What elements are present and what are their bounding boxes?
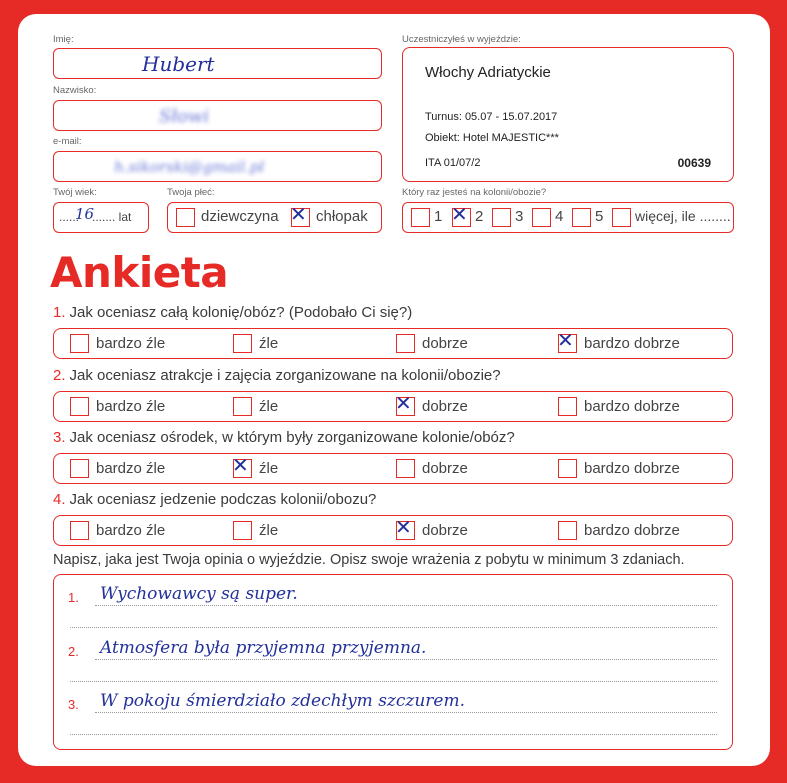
writing-line <box>70 734 717 735</box>
answer-option-label: dobrze <box>422 398 468 415</box>
question-1 <box>53 304 412 321</box>
answer-option-label: bardzo dobrze <box>584 522 680 539</box>
answer-checkbox[interactable] <box>233 397 252 416</box>
answer-option-label: bardzo dobrze <box>584 460 680 477</box>
plec-label: Twoja płeć: <box>167 187 215 198</box>
email-field[interactable] <box>53 151 382 182</box>
question-2 <box>53 367 501 384</box>
writing-line <box>70 681 717 682</box>
answer-checkbox[interactable] <box>558 397 577 416</box>
nazwisko-label: Nazwisko: <box>53 85 97 96</box>
trip-number: 00639 <box>677 156 711 170</box>
check-mark-icon: ✕ <box>451 202 468 226</box>
times-option-more: więcej, ile ........ <box>635 208 731 224</box>
answer-checkbox[interactable] <box>558 459 577 478</box>
wiek-field[interactable] <box>53 202 149 233</box>
check-mark-icon: ✕ <box>290 202 307 226</box>
trip-code: ITA 01/07/2 <box>425 157 481 169</box>
opinion-prompt: Napisz, jaka jest Twoja opinia o wyjeździe. Opisz swoje wrażenia z pobytu w minimum 3 zdaniach. <box>53 552 685 568</box>
opinion-line-number: 3. <box>68 697 79 712</box>
imie-field[interactable] <box>53 48 382 79</box>
check-mark-icon: ✕ <box>395 391 412 415</box>
answer-option-label: źle <box>259 398 279 415</box>
times-option-3: 3 <box>515 208 524 225</box>
email-value: h.sikorski@gmail.pl <box>114 158 265 176</box>
times-label: Który raz jesteś na kolonii/obozie? <box>402 187 547 198</box>
check-mark-icon: ✕ <box>395 515 412 539</box>
times-option-4: 4 <box>555 208 564 225</box>
answer-option-label: bardzo źle <box>96 522 166 539</box>
times-checkbox-5[interactable] <box>572 208 591 227</box>
nazwisko-field[interactable] <box>53 100 382 131</box>
times-option-1: 1 <box>434 208 443 225</box>
times-checkbox-1[interactable] <box>411 208 430 227</box>
answer-checkbox[interactable] <box>70 521 89 540</box>
answer-checkbox[interactable] <box>70 459 89 478</box>
answer-checkbox[interactable] <box>233 521 252 540</box>
times-checkbox-more[interactable] <box>612 208 631 227</box>
wiek-label: Twój wiek: <box>53 187 97 198</box>
trip-turnus: Turnus: 05.07 - 15.07.2017 <box>425 111 558 123</box>
answer-option-label: źle <box>259 460 279 477</box>
times-checkbox-4[interactable] <box>532 208 551 227</box>
survey-title: Ankieta <box>50 248 229 297</box>
answer-option-label: bardzo źle <box>96 398 166 415</box>
opinion-line-number: 2. <box>68 644 79 659</box>
opinion-line-text: Atmosfera była przyjemna przyjemna. <box>100 638 427 658</box>
writing-line <box>70 627 717 628</box>
opinion-line-text: Wychowawcy są super. <box>100 584 298 604</box>
answer-option-label: bardzo dobrze <box>584 335 680 352</box>
trip-name: Włochy Adriatyckie <box>425 64 551 81</box>
trip-obiekt: Obiekt: Hotel MAJESTIC*** <box>425 132 559 144</box>
answer-option-label: dobrze <box>422 460 468 477</box>
plec-checkbox-dziewczyna[interactable] <box>176 208 195 227</box>
plec-option-dziewczyna: dziewczyna <box>201 208 279 225</box>
question-number: 3. <box>53 429 66 446</box>
answer-checkbox[interactable] <box>70 397 89 416</box>
writing-line <box>95 659 717 660</box>
answer-checkbox[interactable] <box>232 453 252 478</box>
plec-option-chlopak: chłopak <box>316 208 368 225</box>
answer-option-label: bardzo źle <box>96 335 166 352</box>
question-text: Jak oceniasz całą kolonię/obóz? (Podobało Ci się?) <box>69 304 413 321</box>
imie-value: Hubert <box>142 52 215 76</box>
trip-label: Uczestniczyłeś w wyjeździe: <box>402 34 521 45</box>
answer-checkbox[interactable] <box>233 334 252 353</box>
question-4 <box>53 491 376 508</box>
question-number: 2. <box>53 367 66 384</box>
check-mark-icon: ✕ <box>557 328 574 352</box>
question-text: Jak oceniasz ośrodek, w którym były zorganizowane kolonie/obóz? <box>69 429 515 446</box>
answer-checkbox[interactable] <box>395 391 415 416</box>
opinion-line-number: 1. <box>68 590 79 605</box>
trip-ticket <box>402 47 734 182</box>
answer-option-label: dobrze <box>422 335 468 352</box>
answer-option-label: bardzo źle <box>96 460 166 477</box>
answer-option-label: bardzo dobrze <box>584 398 680 415</box>
opinion-line-text: W pokoju śmierdziało zdechłym szczurem. <box>100 691 466 711</box>
nazwisko-value: Słowi <box>159 106 210 127</box>
writing-line <box>95 605 717 606</box>
question-text: Jak oceniasz jedzenie podczas kolonii/obozu? <box>69 491 377 508</box>
imie-label: Imię: <box>53 34 74 45</box>
plec-checkbox-chlopak[interactable] <box>290 202 310 227</box>
times-checkbox-3[interactable] <box>492 208 511 227</box>
wiek-suffix: ....... lat <box>92 210 132 224</box>
email-label: e-mail: <box>53 136 82 147</box>
answer-checkbox[interactable] <box>396 459 415 478</box>
answer-checkbox[interactable] <box>558 521 577 540</box>
wiek-prefix: ...... <box>59 210 80 224</box>
question-number: 1. <box>53 304 66 321</box>
times-checkbox-2[interactable] <box>451 202 471 227</box>
question-text: Jak oceniasz atrakcje i zajęcia zorganizowane na kolonii/obozie? <box>69 367 501 384</box>
answer-checkbox[interactable] <box>557 328 577 353</box>
answer-checkbox[interactable] <box>396 334 415 353</box>
answer-checkbox[interactable] <box>70 334 89 353</box>
question-number: 4. <box>53 491 66 508</box>
answer-option-label: źle <box>259 522 279 539</box>
writing-line <box>95 712 717 713</box>
wiek-value: 16 <box>75 205 95 223</box>
times-option-5: 5 <box>595 208 604 225</box>
times-option-2: 2 <box>475 208 484 225</box>
check-mark-icon: ✕ <box>232 453 249 477</box>
answer-option-label: dobrze <box>422 522 468 539</box>
answer-option-label: źle <box>259 335 279 352</box>
question-3 <box>53 429 515 446</box>
answer-checkbox[interactable] <box>395 515 415 540</box>
